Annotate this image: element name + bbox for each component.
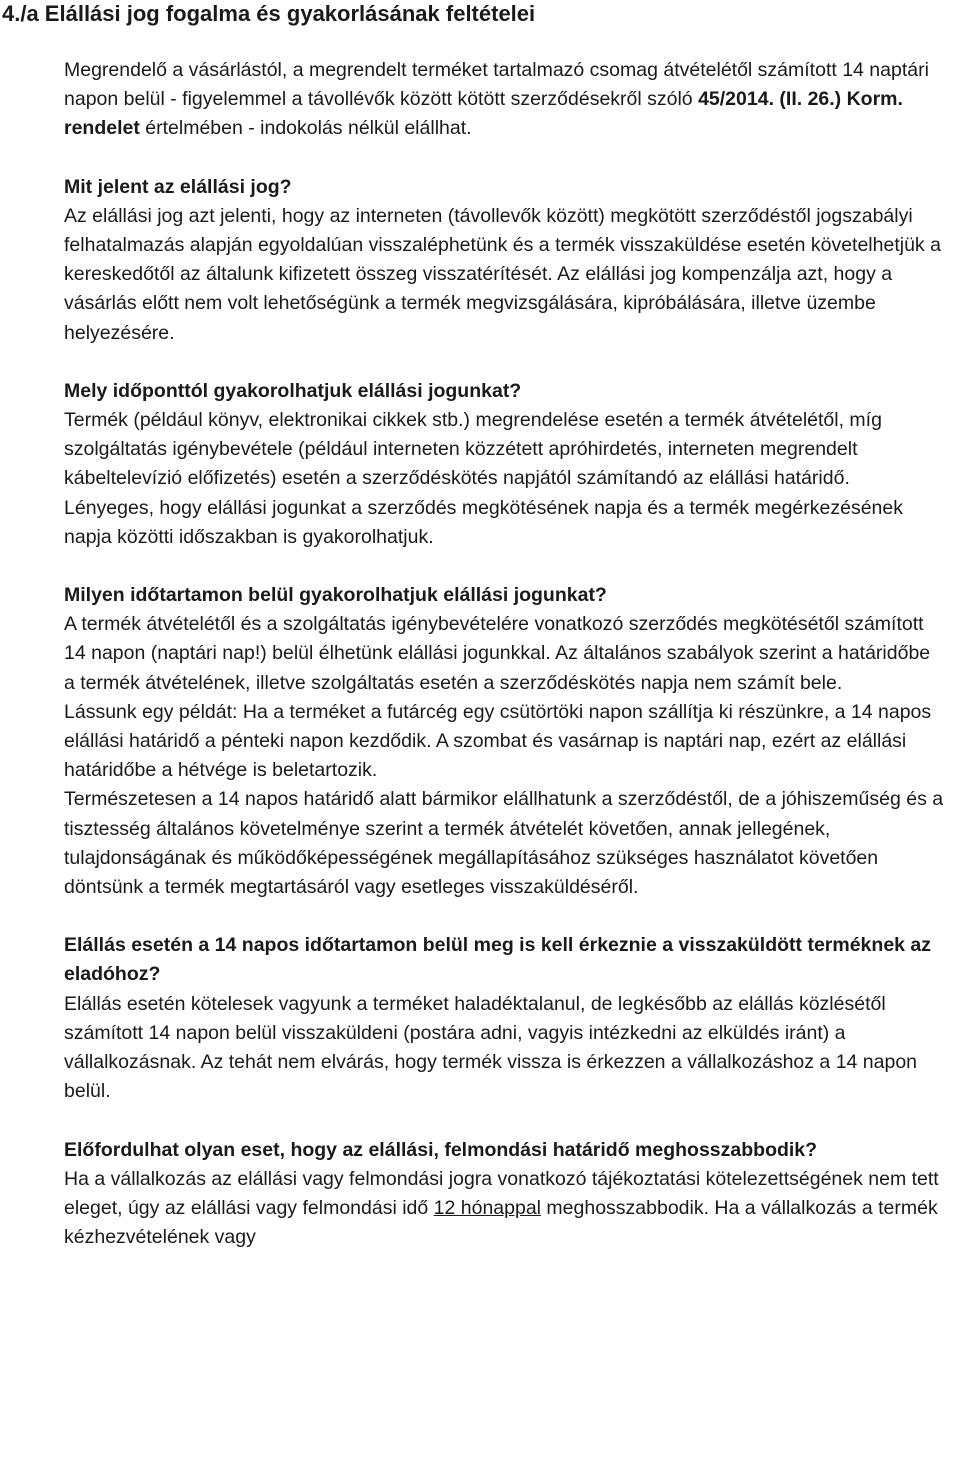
section-question: Előfordulhat olyan eset, hogy az elállási, felmondási határidő meghosszabbodik?: [64, 1138, 818, 1161]
section-answer: A termék átvételétől és a szolgáltatás igénybevételére vonatkozó szerződés megkötésétől számított 14 napon (naptári nap!) belül élhetünk elállási jogunkkal. Az általános szabályok szerint a határidőbe a termék átvételének, illetve szolgáltatás esetén a szerződéskötés napja nem számít bele.: [64, 613, 931, 694]
section-1: [64, 173, 944, 348]
section-2: [64, 377, 944, 552]
intro-text-end: értelmében - indokolás nélkül elállhat.: [139, 117, 472, 140]
document-body: [64, 56, 944, 1252]
section-4: [64, 931, 944, 1106]
intro-regulation-ref: 45/2014. (II. 26.) Korm.: [698, 88, 903, 111]
section-answer-start: Ha a vállalkozás az elállási vagy felmondási jogra vonatkozó tájékoztatási kötelezettségének nem tett eleget, úgy az elállási vagy felmondási idő: [64, 1167, 939, 1219]
section-question: Milyen időtartamon belül gyakorolhatjuk elállási jogunkat?: [64, 584, 607, 607]
page-title: 4./a Elállási jog fogalma és gyakorlásának feltételei: [2, 1, 536, 26]
section-note: Természetesen a 14 napos határidő alatt bármikor elállhatunk a szerződéstől, de a jóhiszeműség és a tisztesség általános követelménye szerint a termék átvételét követően, annak jellegének, tulajdonságának és működőképességének megállapításához szükséges használatot követően döntsünk a termék megtartásáról vagy esetleges visszaküldéséről.: [64, 788, 944, 899]
section-answer: Elállás esetén kötelesek vagyunk a terméket haladéktalanul, de legkésőbb az elállás közlésétől számított 14 napon belül visszaküldeni (postára adni, vagyis intézkedni az elküldés iránt) a vállalkozásnak. Az tehát nem elvárás, hogy termék vissza is érkezzen a vállalkozáshoz a 14 napon belül.: [64, 992, 918, 1103]
section-answer: Az elállási jog azt jelenti, hogy az interneten (távollevők között) megkötött szerződéstől jogszabályi felhatalmazás alapján egyoldalúan visszaléphetünk és a termék visszaküldése esetén követelhetjük a kereskedőtől az általunk kifizetett összeg visszatérítését. Az elállási jog kompenzálja azt, hogy a vásárlás előtt nem volt lehetőségünk a termék megvizsgálására, kipróbálására, illetve üzembe helyezésére.: [64, 204, 941, 344]
section-answer-end: meghosszabbodik. Ha a vállalkozás a termék kézhezvételének vagy: [64, 1196, 938, 1249]
intro-paragraph: [64, 56, 944, 144]
intro-regulation-word: rendelet: [64, 117, 140, 140]
section-3: [64, 581, 944, 902]
intro-text-start: Megrendelő a vásárlástól, a megrendelt terméket tartalmazó csomag átvételétől számított 14 naptári napon belül - figyelemmel a távollévők között kötött szerződésekről szóló: [64, 59, 929, 111]
section-answer: Termék (például könyv, elektronikai cikkek stb.) megrendelése esetén a termék átvételétől, míg szolgáltatás igénybevétele (például interneten közzétett apróhirdetés, interneten megrendelt kábeltelevízió előfizetés) esetén a szerződéskötés napjától számítandó az elállási határidő. Lényeges, hogy elállási jogunkat a szerződés megkötésének napja és a termék megérkezésének napja közötti időszakban is gyakorolhatjuk.: [64, 409, 903, 548]
section-question: Elállás esetén a 14 napos időtartamon belül meg is kell érkeznie a visszaküldött terméknek az eladóhoz?: [64, 934, 932, 986]
section-question: Mit jelent az elállási jog?: [64, 175, 292, 198]
underlined-period: 12 hónappal: [433, 1196, 541, 1219]
section-5: [64, 1136, 944, 1253]
section-question: Mely időponttól gyakorolhatjuk elállási jogunkat?: [64, 379, 522, 402]
section-example: Lássunk egy példát: Ha a terméket a futárcég egy csütörtöki napon szállítja ki részünkre, a 14 napos elállási határidő a pénteki napon kezdődik. A szombat és vasárnap is naptári nap, ezért az elállási határidőbe a hétvége is beletartozik.: [64, 700, 932, 782]
